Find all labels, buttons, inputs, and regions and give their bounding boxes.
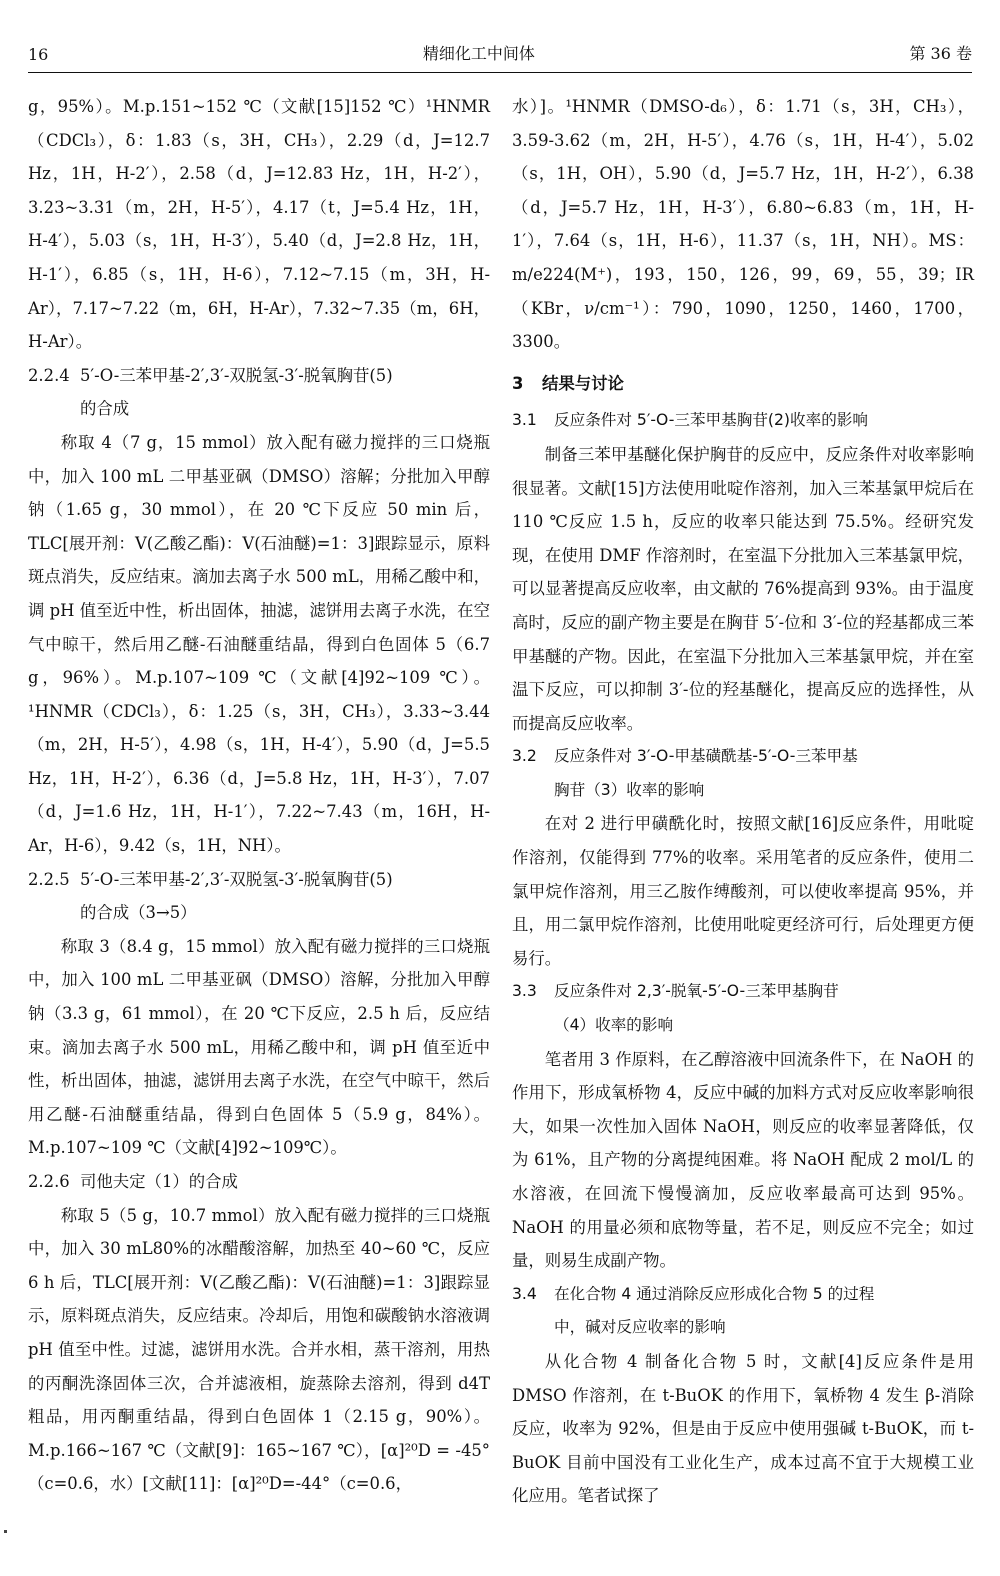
heading-number: 2.2.6	[28, 1172, 70, 1191]
heading-subline: （4）收率的影响	[554, 1016, 674, 1035]
heading-3-3	[512, 975, 974, 1042]
heading-section-3	[512, 367, 974, 401]
heading-title: 5′-O-三苯甲基-2′,3′-双脱氢-3′-脱氧胸苷(5)	[80, 869, 393, 889]
heading-2-2-5	[28, 863, 490, 930]
heading-subline: 的合成	[80, 399, 130, 419]
paragraph-synthesis-1: 称取 5（5 g，10.7 mmol）放入配有磁力搅拌的三口烧瓶中，加入 30 mL80%的冰醋酸溶解，加热至 40~60 ℃，反应 6 h 后，TLC[展开剂：V(乙酸乙酯)：V(石油醚)=1：3]跟踪显示，原料斑点消失，反应结束。冷却后，用饱和碳酸钠水溶液调 pH 值至中性。过滤，滤饼用水洗。合并水相，蒸干溶剂，用热的丙酮洗涤固体三次，合并滤液相，旋蒸除去溶剂，得到 d4T 粗品，用丙酮重结晶，得到白色固体 1（2.15 g，90%）。M.p.166~167 ℃（文献[9]：165~167 ℃），[α]²⁰D = -45°（c=0.6，水）[文献[11]：[α]²⁰D=-44°（c=0.6，	[28, 1205, 490, 1494]
paragraph-3-3: 笔者用 3 作原料，在乙醇溶液中回流条件下，在 NaOH 的作用下，形成氧桥物 4，反应中碱的加料方式对反应收率影响很大，如果一次性加入固体 NaOH，则反应的收率显著降低，仅为 61%，且产物的分离提纯困难。将 NaOH 配成 2 mol/L 的水溶液，在回流下慢慢滴加，反应收率最高可达到 95%。NaOH 的用量必须和底物等量，若不足，则反应不完全；如过量，则易生成副产物。	[512, 1049, 974, 1271]
heading-3-4	[512, 1278, 974, 1345]
heading-title: 反应条件对 2,3′-脱氧-5′-O-三苯甲基胸苷	[554, 982, 839, 1001]
left-column	[28, 90, 490, 1501]
heading-3-1	[512, 404, 974, 438]
header-rule	[28, 72, 972, 73]
section-number: 3	[512, 373, 524, 393]
page-number: 16	[28, 45, 49, 64]
paragraph-synthesis-3-5: 称取 3（8.4 g，15 mmol）放入配有磁力搅拌的三口烧瓶中，加入 100 mL 二甲基亚砜（DMSO）溶解，分批加入甲醇钠（3.3 g，61 mmol），在 20 ℃下反应，2.5 h 后，反应结束。滴加去离子水 500 mL，用稀乙酸中和，调 pH 值至近中性，析出固体，抽滤，滤饼用去离子水洗，在空气中晾干，然后用乙醚-石油醚重结晶，得到白色固体 5（5.9 g，84%）。M.p.107~109 ℃（文献[4]92~109℃）。	[28, 936, 490, 1158]
heading-title: 在化合物 4 通过消除反应形成化合物 5 的过程	[554, 1284, 875, 1303]
heading-title: 反应条件对 5′-O-三苯甲基胸苷(2)收率的影响	[554, 411, 868, 430]
paragraph-synthesis-5: 称取 4（7 g，15 mmol）放入配有磁力搅拌的三口烧瓶中，加入 100 mL 二甲基亚砜（DMSO）溶解；分批加入甲醇钠（1.65 g，30 mmol），在 20 ℃下反应 50 min 后，TLC[展开剂：V(乙酸乙酯)：V(石油醚)=1：3]跟踪显示，原料斑点消失，反应结束。滴加去离子水 500 mL，用稀乙酸中和，调 pH 值至近中性，析出固体，抽滤，滤饼用去离子水洗，在空气中晾干，然后用乙醚-石油醚重结晶，得到白色固体 5（6.7 g，96%）。M.p.107~109 ℃（文献[4]92~109 ℃）。¹HNMR（CDCl₃），δ：1.25（s，3H，CH₃），3.33~3.44（m，2H，H-5′），4.98（s，1H，H-4′），5.90（d，J=5.5 Hz，1H，H-2′），6.36（d，J=5.8 Hz，1H，H-3′），7.07（d，J=1.6 Hz，1H，H-1′），7.22~7.43（m，16H，H-Ar，H-6），9.42（s，1H，NH）。	[28, 432, 490, 856]
heading-number: 3.4	[512, 1284, 537, 1303]
heading-title: 5′-O-三苯甲基-2′,3′-双脱氢-3′-脱氧胸苷(5)	[80, 365, 393, 385]
running-header	[28, 34, 972, 70]
scan-mark	[4, 1530, 7, 1533]
heading-number: 2.2.4	[28, 365, 70, 385]
paragraph-nmr-4: g，95%）。M.p.151~152 ℃（文献[15]152 ℃）¹HNMR（CDCl₃），δ：1.83（s，3H，CH₃），2.29（d，J=12.7 Hz，1H，H-2′），2.58（d，J=12.83 Hz，1H，H-2′），3.23~3.31（m，2H，H-5′），4.17（t，J=5.4 Hz，1H，H-4′），5.03（s，1H，H-3′），5.40（d，J=2.8 Hz，1H，H-1′），6.85（s，1H，H-6），7.12~7.15（m，3H，H-Ar），7.17~7.22（m，6H，H-Ar），7.32~7.35（m，6H，H-Ar）。	[28, 97, 490, 352]
paragraph-nmr-1: 水）]。¹HNMR（DMSO-d₆），δ：1.71（s，3H，CH₃），3.59-3.62（m，2H，H-5′），4.76（s，1H，H-4′），5.02（s，1H，OH），5.90（d，J=5.7 Hz，1H，H-2′），6.38（d，J=5.7 Hz，1H，H-3′），6.80~6.83（m，1H，H-1′），7.64（s，1H，H-6），11.37（s，1H，NH）。MS：m/e224(M⁺)，193，150，126，99，69，55，39；IR（KBr，ν/cm⁻¹）：790，1090，1250，1460，1700，3300。	[512, 97, 974, 352]
heading-number: 2.2.5	[28, 869, 70, 889]
heading-title: 司他夫定（1）的合成	[80, 1172, 238, 1191]
section-title: 结果与讨论	[542, 373, 624, 393]
journal-title: 精细化工中间体	[422, 44, 535, 63]
heading-3-2	[512, 740, 974, 807]
heading-number: 3.1	[512, 411, 537, 430]
paragraph-3-1: 制备三苯甲基醚化保护胸苷的反应中，反应条件对收率影响很显著。文献[15]方法使用吡啶作溶剂，加入三苯基氯甲烷后在 110 ℃反应 1.5 h，反应的收率只能达到 75.5%。经研究发现，在使用 DMF 作溶剂时，在室温下分批加入三苯基氯甲烷，可以显著提高反应收率，由文献的 76%提高到 93%。由于温度高时，反应的副产物主要是在胸苷 5′-位和 3′-位的羟基都成三苯甲基醚的产物。因此，在室温下分批加入三苯基氯甲烷，并在室温下反应，可以抑制 3′-位的羟基醚化，提高反应的选择性，从而提高反应收率。	[512, 444, 974, 733]
heading-subline: 的合成（3→5）	[80, 903, 197, 923]
heading-subline: 中，碱对反应收率的影响	[554, 1318, 726, 1337]
paragraph-3-4: 从化合物 4 制备化合物 5 时，文献[4]反应条件是用 DMSO 作溶剂，在 t-BuOK 的作用下，氧桥物 4 发生 β-消除反应，收率为 92%，但是由于反应中使用强碱 t-BuOK，而 t-BuOK 目前中国没有工业化生产，成本过高不宜于大规模工业化应用。笔者试探了	[512, 1351, 974, 1506]
heading-number: 3.3	[512, 982, 537, 1001]
heading-subline: 胸苷（3）收率的影响	[554, 780, 705, 799]
volume-label: 第 36 卷	[909, 44, 972, 63]
heading-2-2-6	[28, 1165, 490, 1199]
heading-2-2-4	[28, 359, 490, 426]
heading-number: 3.2	[512, 747, 537, 766]
heading-title: 反应条件对 3′-O-甲基磺酰基-5′-O-三苯甲基	[554, 747, 858, 766]
right-column	[512, 90, 974, 1513]
paragraph-3-2: 在对 2 进行甲磺酰化时，按照文献[16]反应条件，用吡啶作溶剂，仅能得到 77%的收率。采用笔者的反应条件，使用二氯甲烷作溶剂，用三乙胺作缚酸剂，可以使收率提高 95%，并且，用二氯甲烷作溶剂，比使用吡啶更经济可行，后处理更方便易行。	[512, 814, 974, 968]
